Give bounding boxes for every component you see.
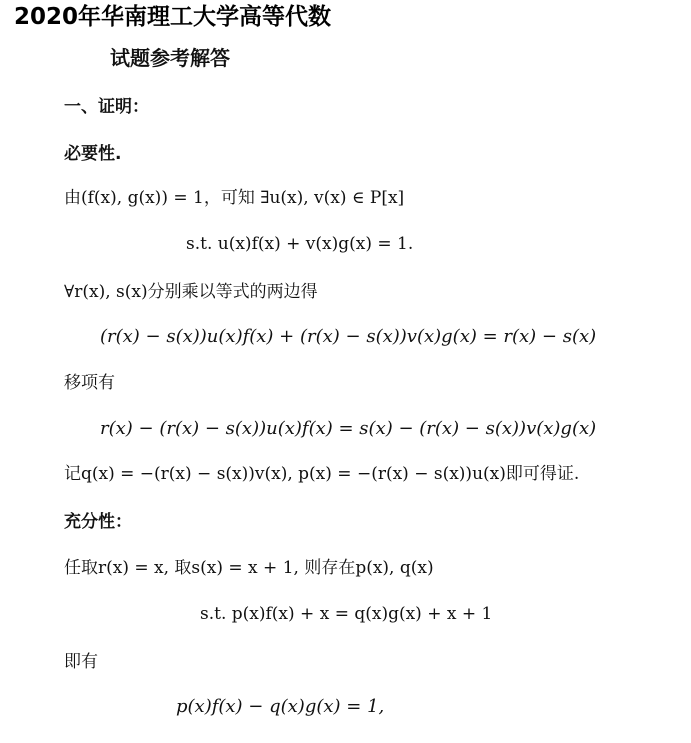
multiply-line: ∀r(x), s(x)分别乘以等式的两边得 <box>64 282 318 302</box>
document-subtitle: 试题参考解答 <box>110 46 230 70</box>
st-equation-2: s.t. p(x)f(x) + x = q(x)g(x) + x + 1 <box>200 604 493 624</box>
necessity-heading: 必要性. <box>64 144 122 164</box>
document-title: 2020年华南理工大学高等代数 <box>14 4 332 30</box>
move-terms-line: 移项有 <box>64 373 115 393</box>
sufficiency-heading: 充分性： <box>64 512 132 532</box>
final-equation: p(x)f(x) − q(x)g(x) = 1, <box>176 696 385 717</box>
multiplied-equation: (r(x) − s(x))u(x)f(x) + (r(x) − s(x))v(x)g(x) = r(x) − s(x) <box>100 326 597 347</box>
section-heading-proof: 一、证明： <box>64 97 149 117</box>
choose-rs-line: 任取r(x) = x, 取s(x) = x + 1, 则存在p(x), q(x) <box>64 558 434 578</box>
given-line: 由(f(x), g(x)) = 1，可知 ∃u(x), v(x) ∈ P[x] <box>64 188 405 208</box>
define-pq-line: 记q(x) = −(r(x) − s(x))v(x), p(x) = −(r(x) − s(x))u(x)即可得证. <box>64 464 580 484</box>
moved-equation: r(x) − (r(x) − s(x))u(x)f(x) = s(x) − (r(x) − s(x))v(x)g(x) <box>100 418 597 439</box>
st-equation-1: s.t. u(x)f(x) + v(x)g(x) = 1. <box>186 234 414 254</box>
thus-line: 即有 <box>64 652 98 672</box>
